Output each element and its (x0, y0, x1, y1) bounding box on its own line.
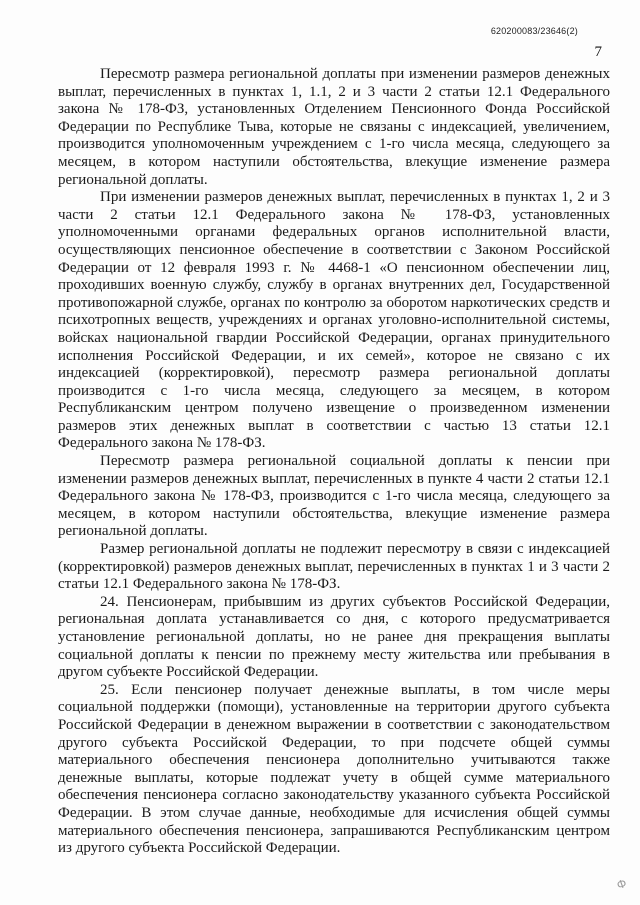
paragraph-social-supplement-revision: Пересмотр размера региональной социальной доплаты к пенсии при изменении размеров денежных выплат, перечисленных в пункте 4 части 2 статьи 12.1 Федерального закона № 178-ФЗ, производится с 1-го числа месяца, следующего за месяцем, в котором наступили обстоятельства, влекущие изменение размера региональной доплаты. (58, 453, 610, 540)
paragraph-item-25: 25. Если пенсионер получает денежные выплаты, в том числе меры социальной поддержки (помощи), установленные на территории другого субъекта Российской Федерации в денежном выражении в соответствии с законодательством другого субъекта Российской Федерации, то при подсчете общей суммы материального обеспечения пенсионера дополнительно учитываются также денежные выплаты, которые подлежат учету в общей сумме материального обеспечения пенсионера согласно законодательству указанного субъекта Российской Федерации. В этом случае данные, необходимые для исчисления общей суммы материального обеспечения пенсионера, запрашиваются Республиканским центром из другого субъекта Российской Федерации. (58, 681, 610, 857)
corner-mark: Ф (614, 876, 628, 893)
paragraph-regional-supplement-revision: Пересмотр размера региональной доплаты при изменении размеров денежных выплат, перечисленных в пунктах 1, 1.1, 2 и 3 части 2 статьи 12.1 Федерального закона № 178-ФЗ, установленных Отделением Пенсионного Фонда Российской Федерации по Республике Тыва, которые не связаны с индексацией, увеличением, производится уполномоченным учреждением с 1-го числа месяца, следующего за месяцем, в котором наступили обстоятельства, влекущие изменение размера региональной доплаты. (58, 66, 610, 188)
paragraph-no-revision-indexation: Размер региональной доплаты не подлежит пересмотру в связи с индексацией (корректировкой) размеров денежных выплат, перечисленных в пунктах 1 и 3 части 2 статьи 12.1 Федерального закона № 178-ФЗ. (58, 541, 610, 593)
page-number: 7 (594, 44, 602, 60)
document-id: 620200083/23646(2) (490, 26, 578, 36)
paragraph-payment-size-change: При изменении размеров денежных выплат, перечисленных в пунктах 1, 2 и 3 части 2 статьи 12.1 Федерального закона № 178-ФЗ, установленных уполномоченными органами федеральных органов исполнительной власти, осуществляющих пенсионное обеспечение в соответствии с Законом Российской Федерации от 12 февраля 1993 г. № 4468-1 «О пенсионном обеспечении лиц, проходивших военную службу, службу в органах внутренних дел, Государственной противопожарной службе, органах по контролю за оборотом наркотических средств и психотропных веществ, учреждениях и органах уголовно-исполнительной системы, войсках национальной гвардии Российской Федерации, органах принудительного исполнения Российской Федерации, и их семей», которое не связано с их индексацией (корректировкой), пересмотр размера региональной доплаты производится с 1-го числа месяца, следующего за месяцем, в котором Республиканским центром получено извещение о произведенном изменении размеров этих денежных выплат в соответствии с частью 13 статьи 12.1 Федерального закона № 178-ФЗ. (58, 189, 610, 452)
document-body (58, 66, 610, 858)
paragraph-item-24: 24. Пенсионерам, прибывшим из других субъектов Российской Федерации, региональная доплата устанавливается со дня, с которого предусматривается установление региональной доплаты, но не ранее дня прекращения выплаты социальной доплаты к пенсии по прежнему месту жительства или пребывания в другом субъекте Российской Федерации. (58, 593, 610, 681)
